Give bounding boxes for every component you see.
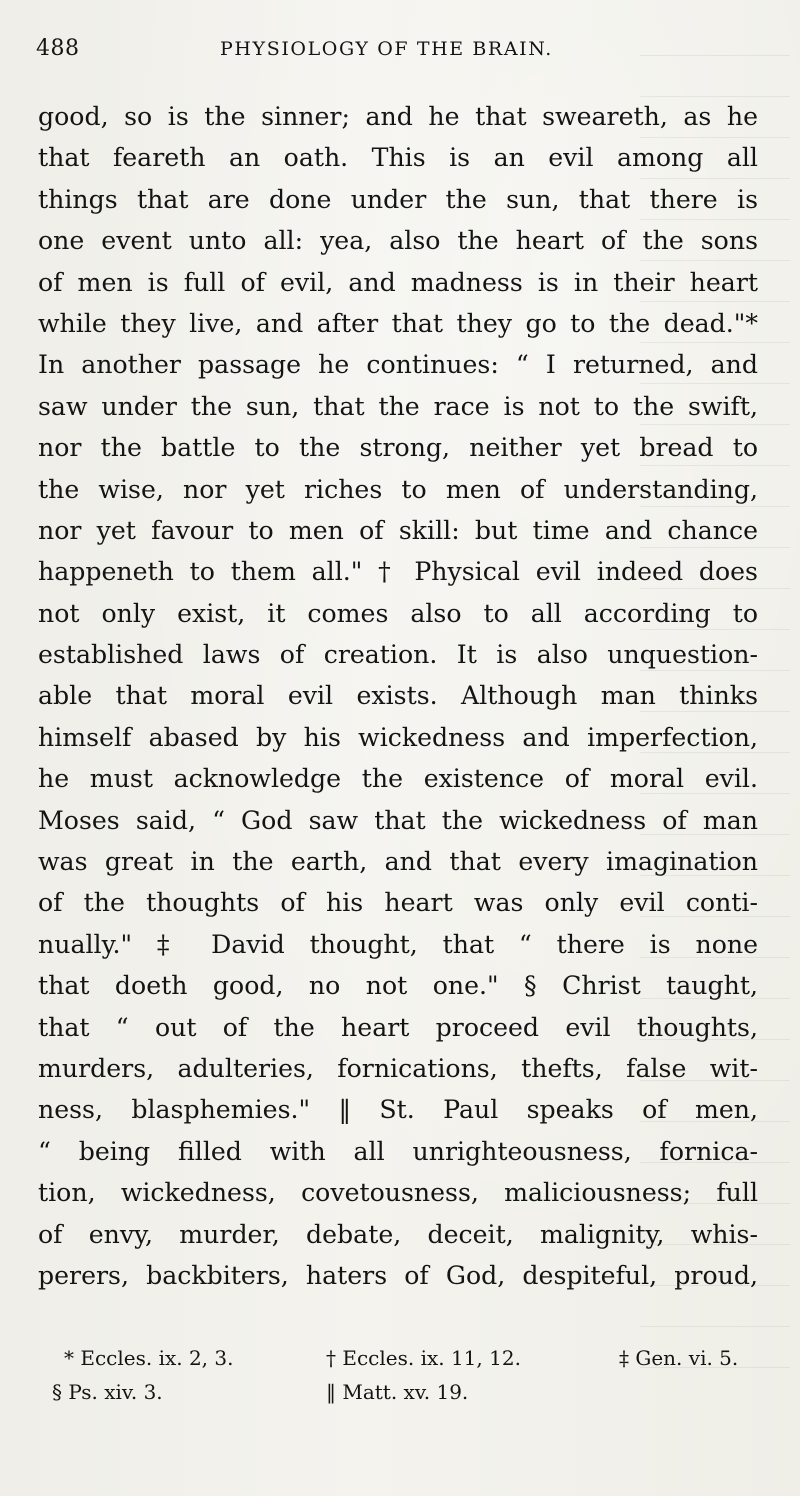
page-number: 488 (36, 36, 80, 61)
running-head (36, 36, 766, 76)
text-line: good, so is the sinner; and he that sweareth, as he (38, 102, 758, 131)
text-line: of envy, murder, debate, deceit, malignity, whis- (38, 1219, 758, 1249)
text-line: himself abased by his wickedness and imperfection, (38, 722, 758, 752)
text-line: of the thoughts of his heart was only evil conti- (38, 888, 758, 918)
text-line: perers, backbiters, haters of God, despiteful, proud, (38, 1260, 758, 1290)
text-line: he must acknowledge the existence of moral evil. (38, 764, 758, 794)
text-line: ness, blasphemies." ‖ St. Paul speaks of men, (38, 1095, 758, 1125)
text-line: able that moral evil exists. Although man thinks (38, 681, 758, 711)
text-line: saw under the sun, that the race is not to the swift, (38, 391, 758, 421)
text-line: happeneth to them all." † Physical evil indeed does (38, 557, 758, 587)
text-line: established laws of creation. It is also unquestion- (38, 640, 758, 670)
footnote: ‡ Gen. vi. 5. (619, 1346, 739, 1370)
text-line: that feareth an oath. This is an evil among all (38, 143, 758, 173)
text-line: the wise, nor yet riches to men of understanding, (38, 474, 758, 504)
text-line: of men is full of evil, and madness is in their heart (38, 267, 758, 297)
text-line: tion, wickedness, covetousness, maliciousness; full (38, 1178, 758, 1208)
text-line: things that are done under the sun, that there is (38, 184, 758, 214)
footnote: * Eccles. ix. 2, 3. (64, 1346, 234, 1370)
footnote: ‖ Matt. xv. 19. (326, 1380, 469, 1404)
text-line: nor yet favour to men of skill: but time and chance (38, 515, 758, 545)
text-line: that “ out of the heart proceed evil thoughts, (38, 1012, 758, 1042)
text-line: “ being filled with all unrighteousness, fornica- (38, 1136, 758, 1166)
text-line: one event unto all: yea, also the heart of the sons (38, 226, 758, 256)
text-line: Moses said, “ God saw that the wickedness of man (38, 805, 758, 835)
text-line: while they live, and after that they go to the dead."* (38, 308, 758, 338)
body-text (38, 96, 758, 1296)
text-line: nually." ‡ David thought, that “ there is none (38, 929, 758, 959)
footnote: § Ps. xiv. 3. (52, 1380, 163, 1404)
text-line: that doeth good, no not one." § Christ taught, (38, 971, 758, 1001)
text-line: murders, adulteries, fornications, thefts, false wit- (38, 1053, 758, 1083)
text-line: nor the battle to the strong, neither yet bread to (38, 433, 758, 463)
text-line: not only exist, it comes also to all according to (38, 598, 758, 628)
text-line: was great in the earth, and that every imagination (38, 847, 758, 877)
running-title: PHYSIOLOGY OF THE BRAIN. (220, 38, 553, 60)
footnotes (52, 1346, 764, 1426)
text-line: In another passage he continues: “ I returned, and (38, 350, 758, 380)
footnote: † Eccles. ix. 11, 12. (326, 1346, 521, 1370)
